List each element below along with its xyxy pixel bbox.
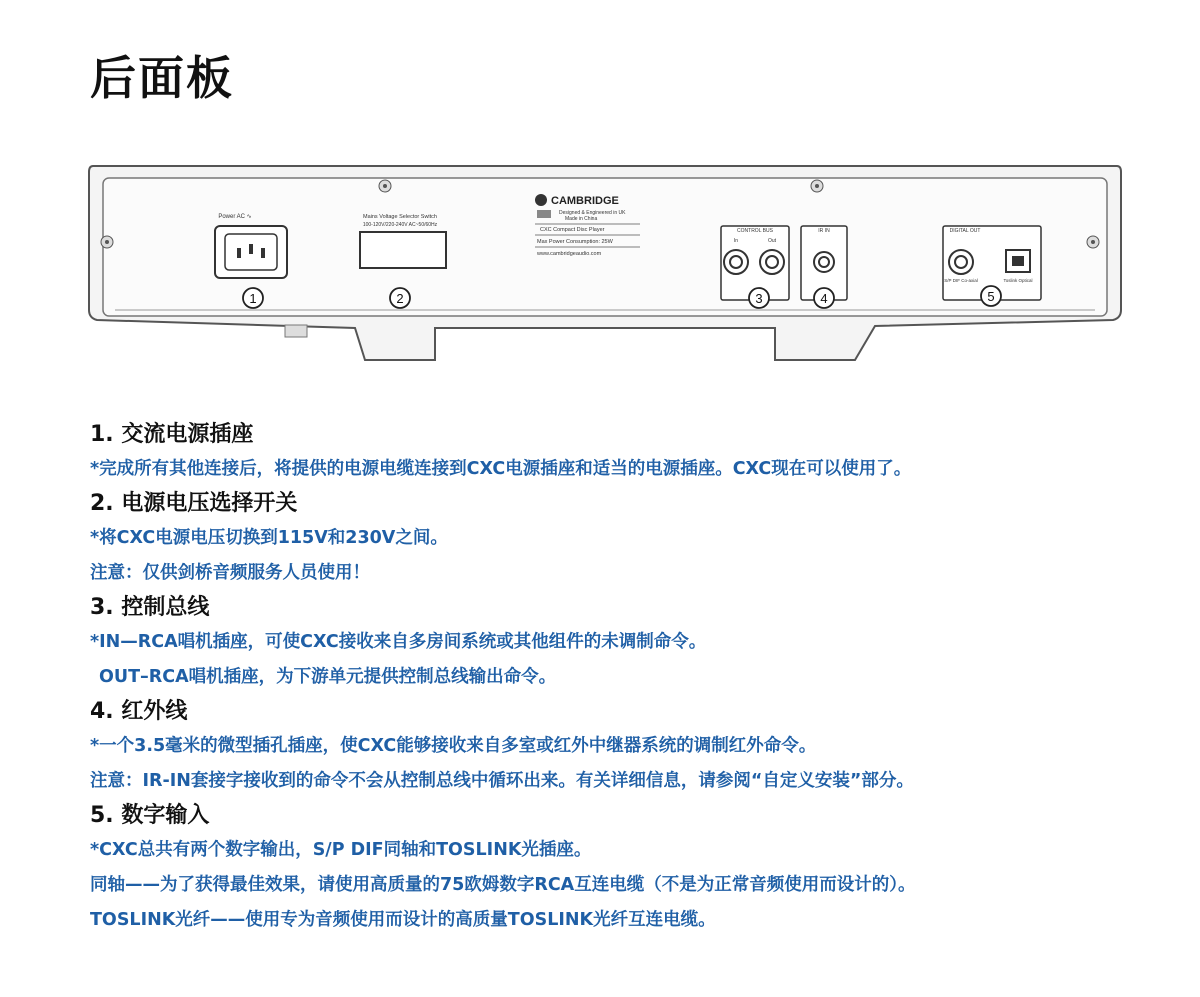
- brand-name: CAMBRIDGE: [551, 195, 619, 207]
- control-bus-out-label: Out: [767, 238, 777, 244]
- section-text: *完成所有其他连接后，将提供的电源电缆连接到CXC电源插座和适当的电源插座。CXC现在可以使用了。: [90, 459, 912, 479]
- toslink-port-icon: [1006, 250, 1030, 272]
- badge-line-1: Designed & Engineered in UK: [559, 210, 626, 216]
- section-heading-digital: 5. 数字输入: [90, 803, 210, 828]
- section-note: 注意：仅供剑桥音频服务人员使用！: [90, 563, 370, 583]
- power-ac-label: Power AC ∿: [218, 214, 252, 220]
- voltage-selector-label: Mains Voltage Selector Switch: [363, 214, 437, 220]
- svg-text:1: 1: [249, 291, 257, 306]
- section-text: *将CXC电源电压切换到115V和230V之间。: [90, 528, 448, 548]
- callout-4: [814, 288, 834, 308]
- power-consumption: Max Power Consumption: 25W: [537, 239, 613, 245]
- section-heading-control-bus: 3. 控制总线: [90, 595, 210, 620]
- section-heading-infrared: 4. 红外线: [90, 699, 188, 724]
- voltage-selector-sublabel: 100-120V/220-240V AC~50/60Hz: [362, 222, 438, 228]
- section-text: OUT–RCA唱机插座，为下游单元提供控制总线输出命令。: [99, 667, 557, 687]
- svg-text:4: 4: [820, 291, 828, 306]
- coax-label: S/P DIF Co-axial: [944, 278, 978, 283]
- toslink-label: Toslink Optical: [1003, 278, 1033, 283]
- svg-text:2: 2: [396, 291, 404, 306]
- rear-panel-illustration: [85, 160, 1125, 370]
- control-bus-label: CONTROL BUS: [737, 228, 773, 234]
- model-name: CXC Compact Disc Player: [540, 227, 605, 233]
- section-text: 同轴——为了获得最佳效果，请使用高质量的75欧姆数字RCA互连电缆（不是为正常音频使用而设计的）。: [90, 875, 916, 895]
- uk-flag-icon: [537, 210, 551, 218]
- section-text: *CXC总共有两个数字输出，S/P DIF同轴和TOSLINK光插座。: [90, 840, 592, 860]
- callout-3: [749, 288, 769, 308]
- callout-5: [981, 286, 1001, 306]
- callout-1: [243, 288, 263, 308]
- minijack-icon: [814, 252, 834, 272]
- page-title: 后面板: [90, 51, 234, 105]
- coaxial-jack-icon: [949, 250, 973, 274]
- section-note: 注意：IR-IN套接字接收到的命令不会从控制总线中循环出来。有关详细信息，请参阅“自定义安装”部分。: [90, 771, 914, 791]
- badge-line-2: Made in China: [565, 216, 598, 222]
- digital-out-label: DIGITAL OUT: [949, 228, 981, 234]
- section-text: *IN—RCA唱机插座，可使CXC接收来自多房间系统或其他组件的未调制命令。: [90, 632, 707, 652]
- svg-text:5: 5: [987, 289, 995, 304]
- control-bus-in-label: In: [733, 238, 739, 244]
- section-text: TOSLINK光纤——使用专为音频使用而设计的高质量TOSLINK光纤互连电缆。: [90, 910, 716, 930]
- svg-text:3: 3: [755, 291, 763, 306]
- ir-in-label: IR IN: [818, 228, 830, 234]
- voltage-selector-switch: [360, 232, 446, 268]
- website: www.cambridgeaudio.com: [537, 251, 602, 257]
- description-sections: [90, 418, 1150, 938]
- callout-2: [390, 288, 410, 308]
- section-heading-voltage-switch: 2. 电源电压选择开关: [90, 491, 298, 516]
- section-text: *一个3.5毫米的微型插孔插座，使CXC能够接收来自多室或红外中继器系统的调制红外命令。: [90, 736, 817, 756]
- cambridge-logo-icon: [535, 194, 547, 206]
- section-heading-power-socket: 1. 交流电源插座: [90, 422, 254, 447]
